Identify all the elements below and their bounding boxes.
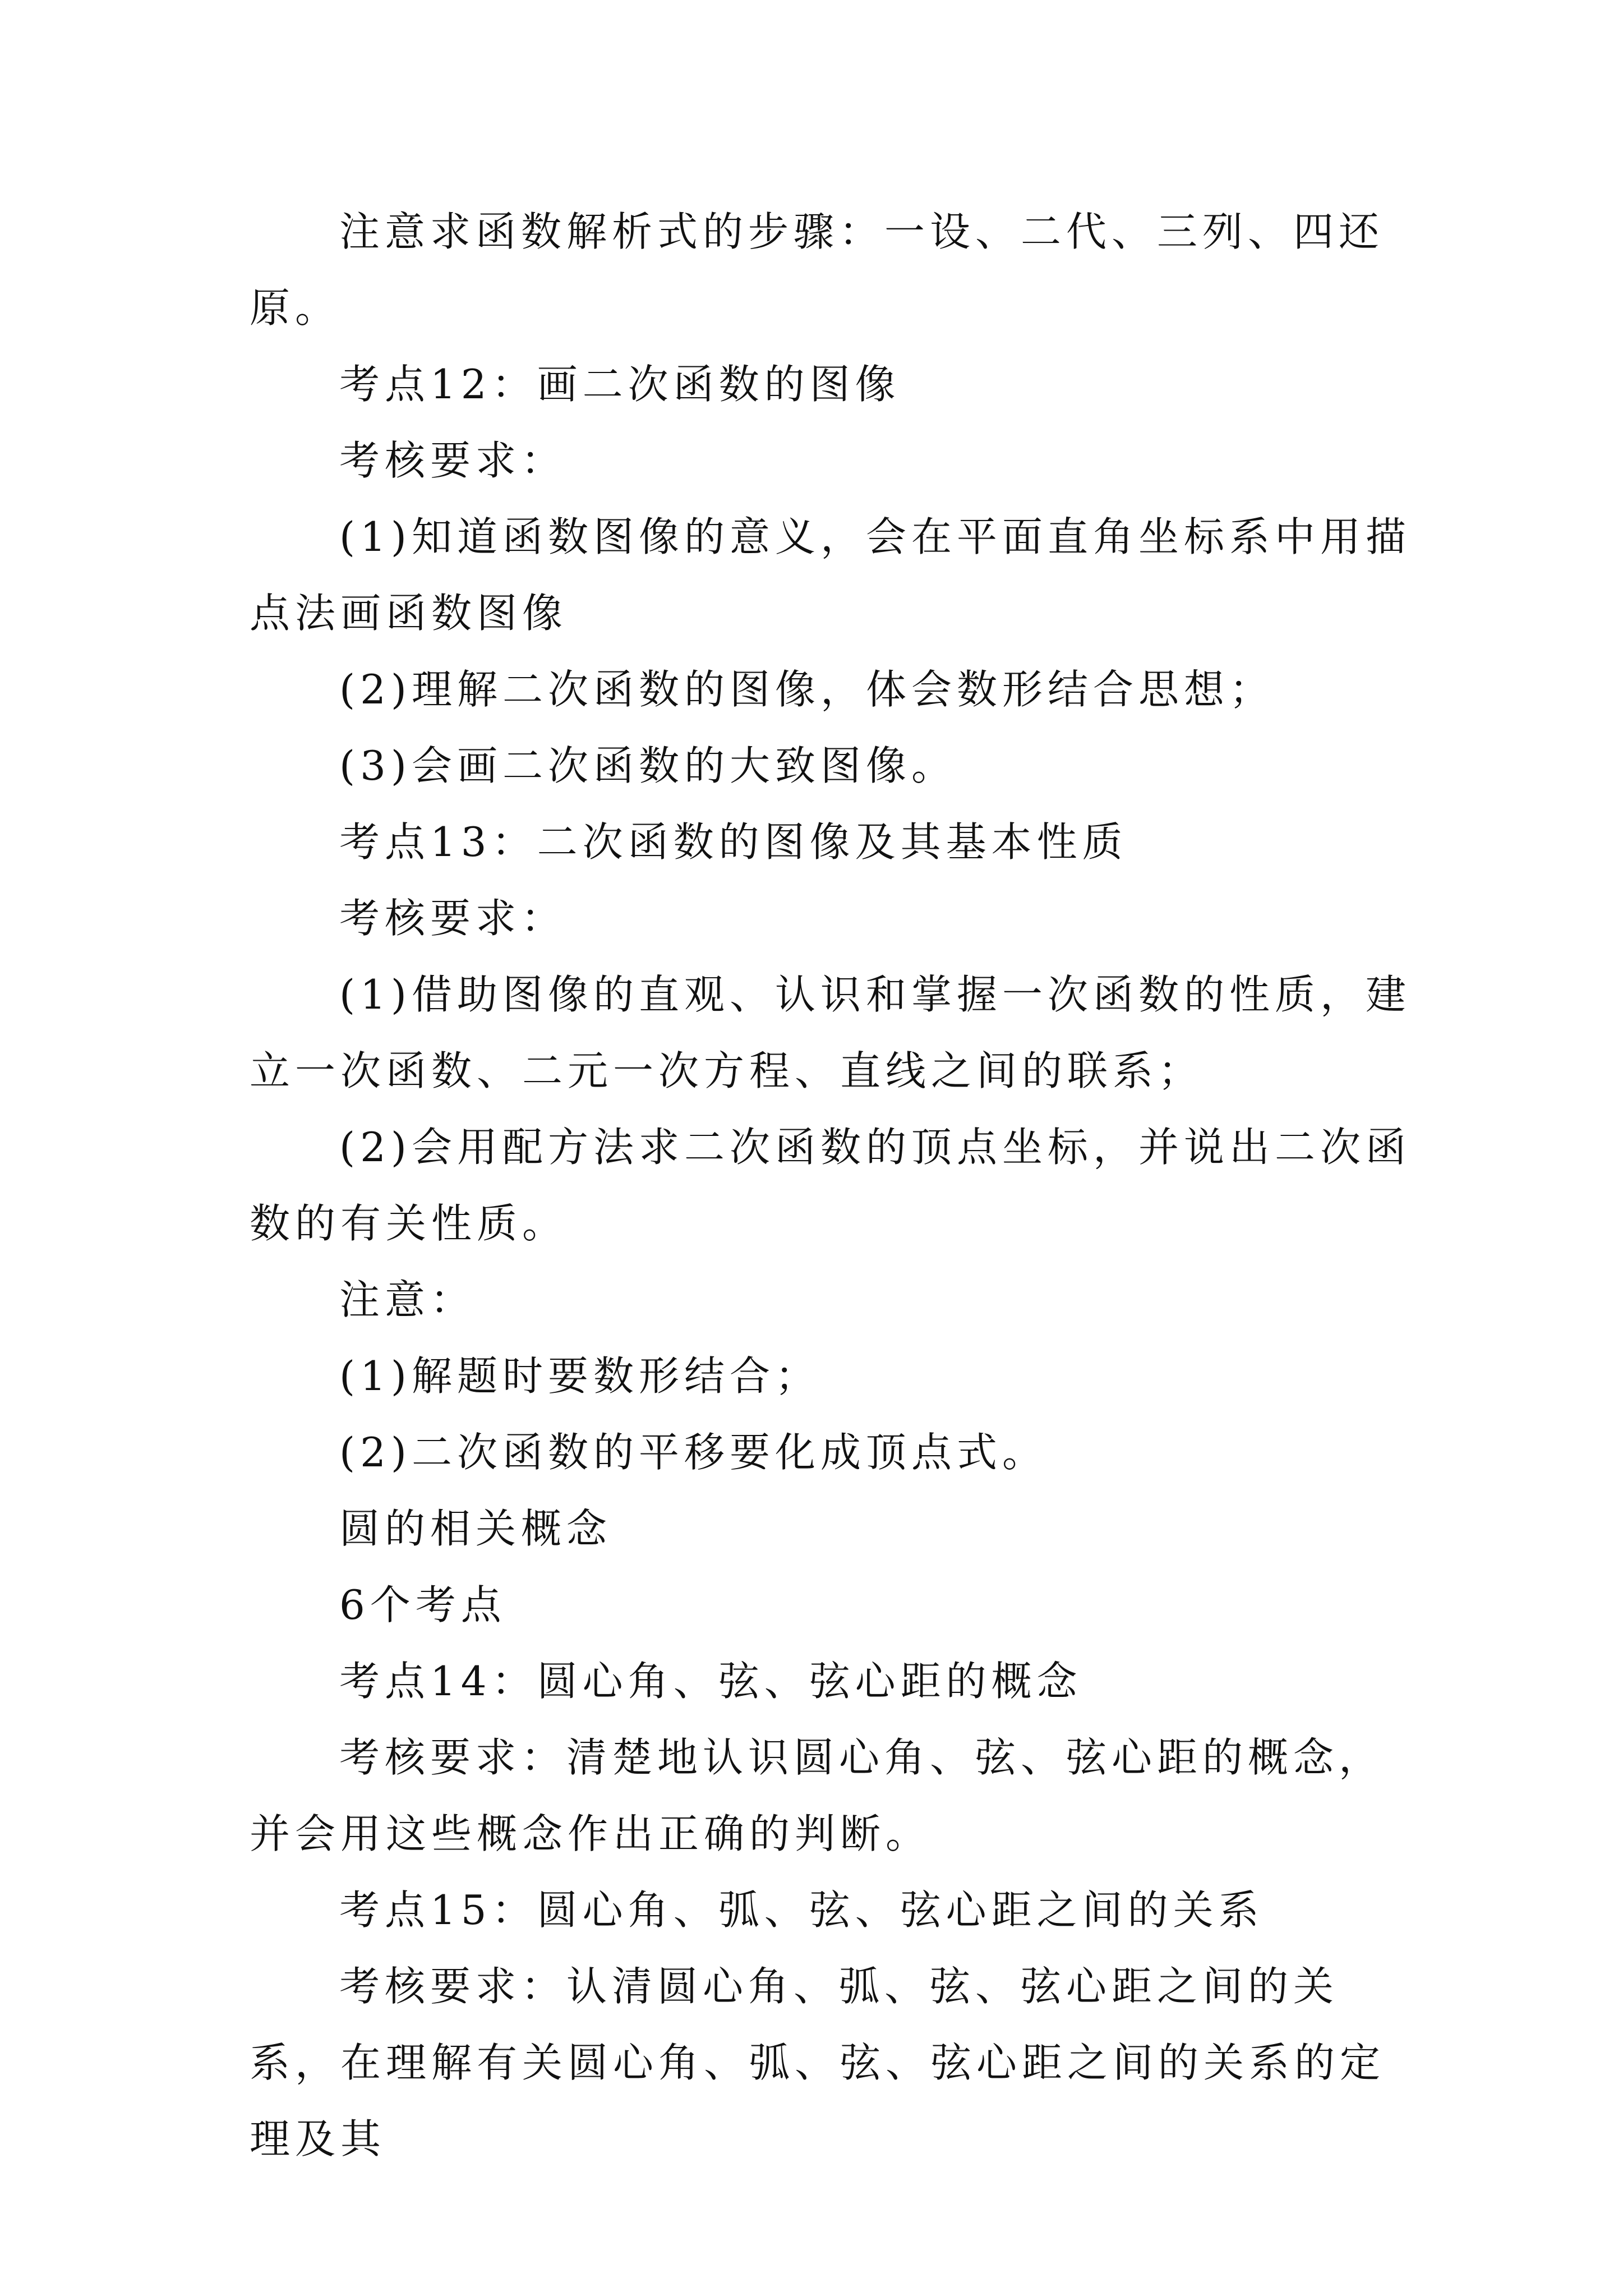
section-heading: 圆的相关概念 <box>339 1505 612 1552</box>
paragraph: 考核要求：清楚地认识圆心角、弦、弦心距的概念，并会用这些概念作出正确的判断。 <box>250 1734 1385 1857</box>
paragraph: 考核要求： <box>339 437 567 484</box>
paragraph: (2)会用配方法求二次函数的顶点坐标，并说出二次函数的有关性质。 <box>250 1124 1411 1247</box>
paragraph: 注意： <box>339 1276 476 1323</box>
paragraph: 考核要求： <box>339 895 567 942</box>
section-heading: 考点12：画二次函数的图像 <box>339 361 901 408</box>
paragraph: 6个考点 <box>339 1581 506 1628</box>
paragraph: 注意求函数解析式的步骤：一设、二代、三列、四还原。 <box>250 208 1385 332</box>
paragraph: (3)会画二次函数的大致图像。 <box>339 742 957 789</box>
section-heading: 考点15：圆心角、弧、弦、弦心距之间的关系 <box>339 1887 1264 1934</box>
document-body <box>250 194 1427 2177</box>
paragraph: (2)二次函数的平移要化成顶点式。 <box>339 1429 1048 1476</box>
section-heading: 考点14：圆心角、弦、弦心距的概念 <box>339 1658 1082 1705</box>
paragraph: 考核要求：认清圆心角、弧、弦、弦心距之间的关系，在理解有关圆心角、弧、弦、弦心距之间的关系的定理及其 <box>250 1963 1386 2162</box>
paragraph: (1)解题时要数形结合； <box>339 1352 820 1400</box>
paragraph: (1)知道函数图像的意义，会在平面直角坐标系中用描点法画函数图像 <box>250 513 1411 637</box>
paragraph: (2)理解二次函数的图像，体会数形结合思想； <box>339 666 1275 713</box>
section-heading: 考点13：二次函数的图像及其基本性质 <box>339 818 1128 866</box>
paragraph: (1)借助图像的直观、认识和掌握一次函数的性质，建立一次函数、二元一次方程、直线之间的联系； <box>250 971 1411 1094</box>
